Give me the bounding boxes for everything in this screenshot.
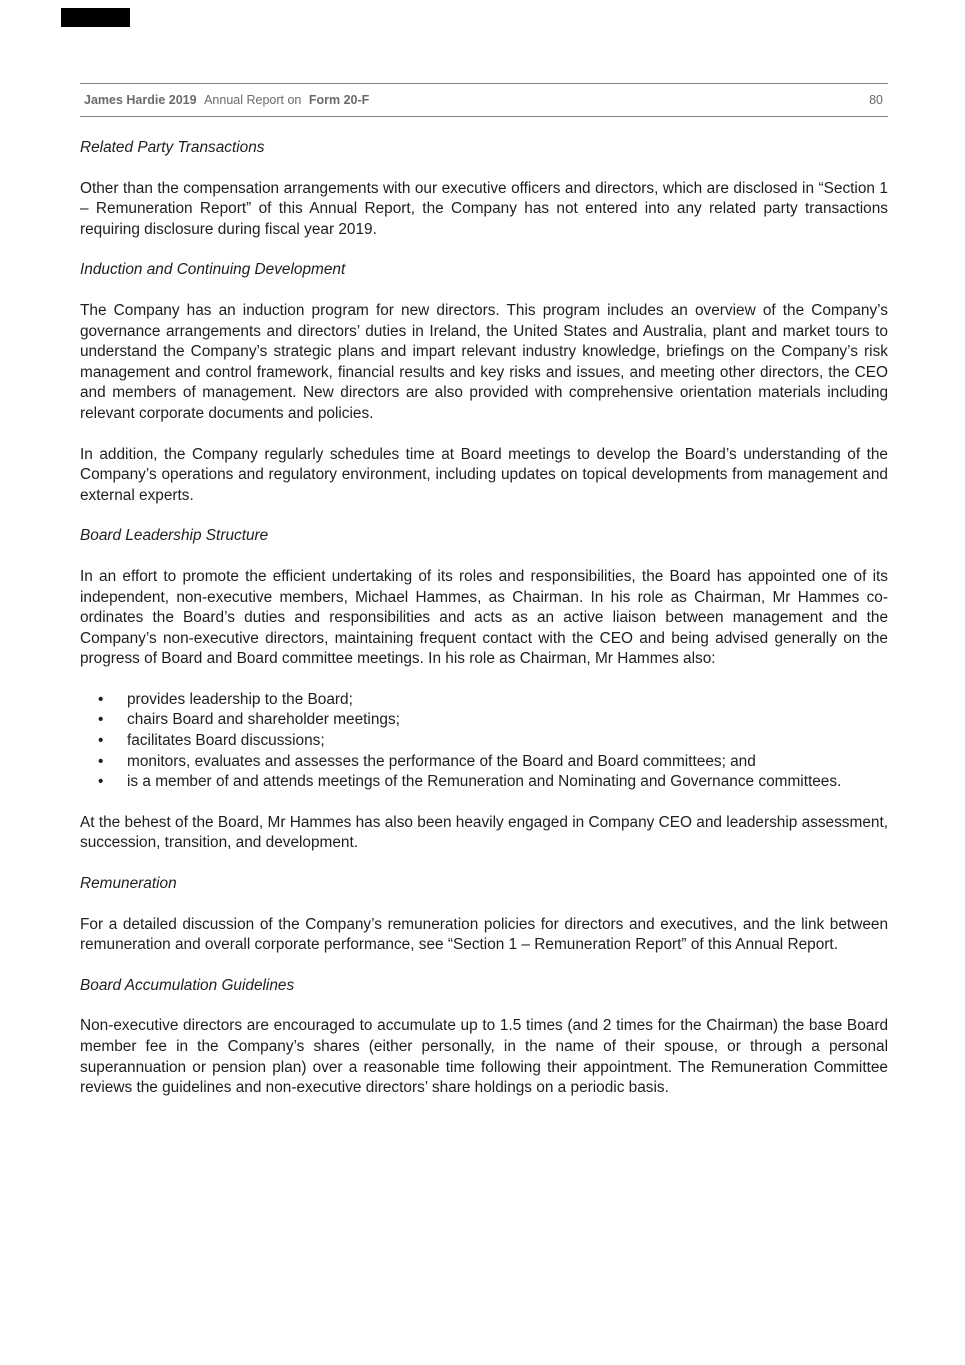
document-body — [80, 138, 888, 1099]
paragraph-induction-program: The Company has an induction program for new directors. This program includes an overview of the Company’s governance arrangements and directors’ duties in Ireland, the United States and Australia, plant and market tours to understand the Company’s strategic plans and impart relevant industry knowledge, briefings on the Company’s risk management and control framework, financial results and key risks and issues, and meeting other directors, the CEO and members of management. New directors are also provided with comprehensive orientation materials including relevant corporate documents and policies. — [80, 301, 888, 422]
bullet-icon: • — [98, 752, 104, 770]
paragraph-behest-of-board: At the behest of the Board, Mr Hammes has also been heavily engaged in Company CEO and leadership assessment, succession, transition, and development. — [80, 813, 888, 852]
heading-related-party-transactions: Related Party Transactions — [80, 139, 265, 156]
heading-board-leadership-structure: Board Leadership Structure — [80, 527, 269, 545]
bullet-text: provides leadership to the Board; — [127, 690, 353, 708]
paragraph-board-leadership: In an effort to promote the efficient undertaking of its roles and responsibilities, the Board has appointed one of its independent, non-executive members, Michael Hammes, as Chairman. In his role as Chairman, Mr Hammes co-ordinates the Board’s duties and responsibilities and acts as an active liaison between management and the Company’s non-executive directors, maintaining frequent contact with the CEO and being advised generally on the progress of Board and Board committee meetings. In his role as Chairman, Mr Hammes also: — [80, 567, 888, 668]
bullet-icon: • — [98, 732, 104, 750]
list-item — [80, 690, 888, 711]
bullet-icon: • — [98, 690, 104, 708]
bullet-text: is a member of and attends meetings of the Remuneration and Nominating and Governance committees. — [127, 773, 842, 791]
page-header — [80, 83, 888, 117]
header-title — [84, 93, 369, 108]
corner-redaction-bar — [61, 8, 130, 27]
header-title-form: Form 20-F — [308, 93, 370, 107]
list-item — [80, 752, 888, 773]
page-content — [80, 83, 888, 1119]
chairman-duties-list — [80, 690, 888, 793]
page-number: 80 — [869, 93, 883, 107]
paragraph-remuneration: For a detailed discussion of the Company’s remuneration policies for directors and executives, and the link between remuneration and overall corporate performance, see “Section 1 – Remuneration Report” of this Annual Report. — [80, 915, 888, 954]
heading-remuneration: Remuneration — [80, 875, 177, 893]
bullet-icon: • — [98, 773, 104, 791]
header-title-regular: Annual Report on — [204, 93, 302, 107]
bullet-text: facilitates Board discussions; — [127, 732, 325, 750]
paragraph-accumulation-guidelines: Non-executive directors are encouraged to accumulate up to 1.5 times (and 2 times for the Chairman) the base Board member fee in the Company’s shares (either personally, in the name of their spouse, or through a personal superannuation or pension plan) over a reasonable time following their appointment. The Remuneration Committee reviews the guidelines and non-executive directors’ share holdings on a periodic basis. — [80, 1017, 888, 1097]
paragraph-board-meetings-schedule: In addition, the Company regularly schedules time at Board meetings to develop the Board’s understanding of the Company’s operations and regulatory environment, including updates on topical developments from management and external experts. — [80, 445, 888, 504]
paragraph-related-party: Other than the compensation arrangements with our executive officers and directors, which are disclosed in “Section 1 – Remuneration Report” of this Annual Report, the Company has not entered into any related party transactions requiring disclosure during fiscal year 2019. — [80, 179, 888, 238]
heading-board-accumulation-guidelines: Board Accumulation Guidelines — [80, 976, 295, 994]
bullet-text: chairs Board and shareholder meetings; — [127, 711, 400, 729]
heading-induction-continuing-development: Induction and Continuing Development — [80, 261, 346, 279]
list-item — [80, 772, 888, 793]
bullet-icon: • — [98, 711, 104, 729]
list-item — [80, 710, 888, 731]
list-item — [80, 731, 888, 752]
bullet-text: monitors, evaluates and assesses the performance of the Board and Board committees; and — [127, 752, 756, 770]
header-title-brand: James Hardie 2019 — [84, 93, 197, 107]
